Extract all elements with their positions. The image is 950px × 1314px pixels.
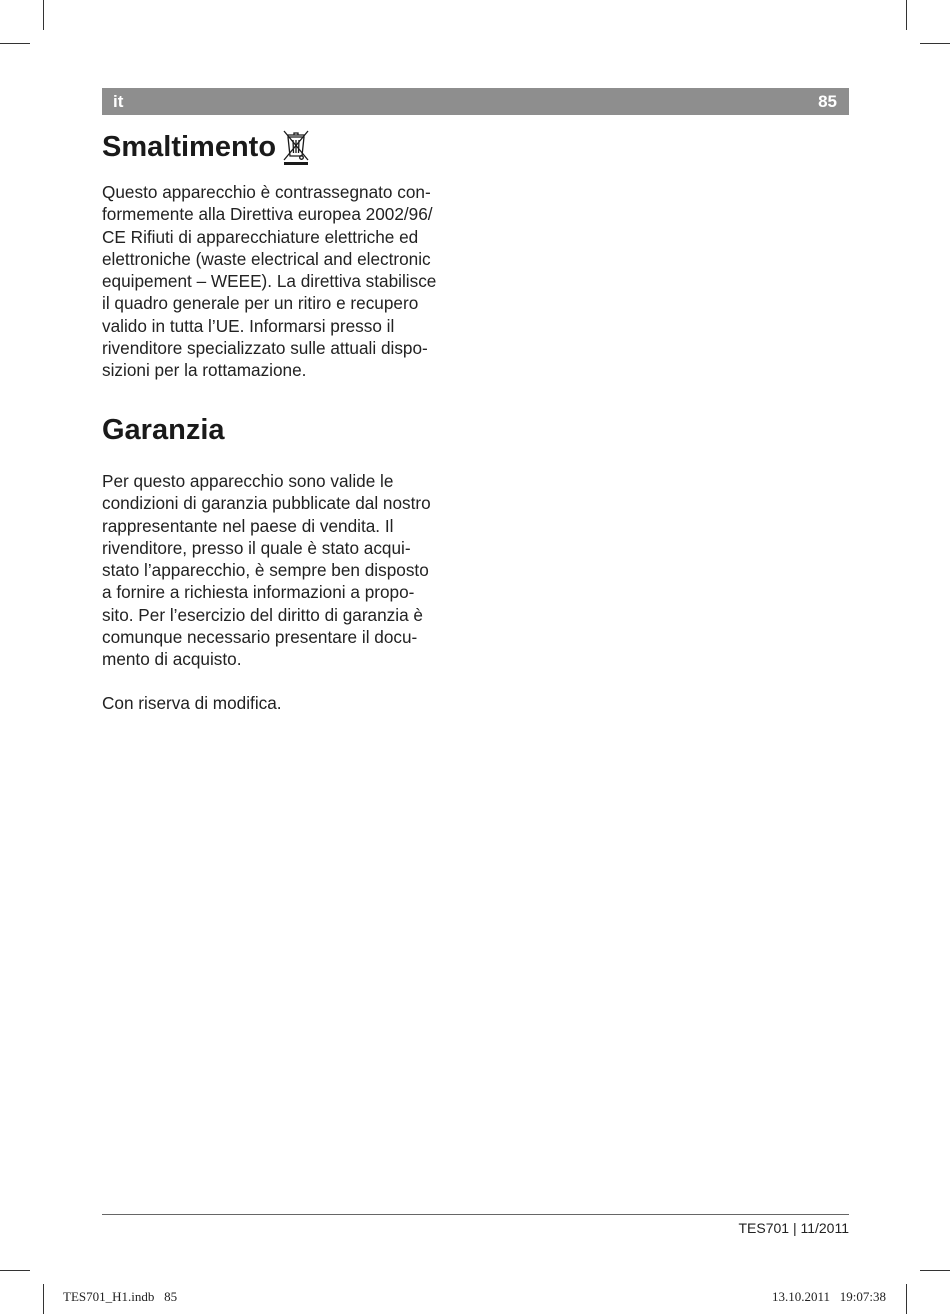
print-slug-timestamp: 13.10.2011 19:07:38 [772, 1289, 886, 1304]
text-line: rivenditore, presso il quale è stato acqui- [102, 537, 411, 558]
text-line: elettroniche (waste electrical and electronic [102, 248, 431, 269]
text-line: sito. Per l’esercizio del diritto di garanzia è [102, 604, 423, 625]
text-line: CE Rifiuti di apparecchiature elettriche ed [102, 226, 419, 247]
text-line: valido in tutta l’UE. Informarsi presso il [102, 315, 395, 336]
crossed-out-wheelie-bin-icon [281, 128, 311, 166]
text-line: stato l’apparecchio, è sempre ben disposto [102, 560, 429, 581]
text-line: condizioni di garanzia pubblicate dal nostro [102, 493, 431, 514]
text-line: Questo apparecchio è contrassegnato con- [102, 182, 431, 202]
crop-mark [0, 43, 30, 44]
crop-mark [43, 0, 44, 30]
crop-mark [906, 1284, 907, 1314]
text-line: mento di acquisto. [102, 649, 242, 670]
text-line: equipement – WEEE). La direttiva stabilisce [102, 271, 437, 292]
crop-mark [0, 1270, 30, 1271]
text-line: comunque necessario presentare il docu- [102, 627, 418, 648]
page-header [102, 88, 849, 115]
warranty-heading: Garanzia [102, 414, 225, 446]
crop-mark [906, 0, 907, 30]
page-number: 85 [818, 92, 837, 111]
crop-mark [920, 1270, 950, 1271]
disposal-paragraph [102, 181, 472, 382]
text-line: rivenditore specializzato sulle attuali dispo- [102, 338, 428, 359]
text-line: rappresentante nel paese di vendita. Il [102, 515, 394, 536]
text-line: formemente alla Direttiva europea 2002/96/ [102, 204, 433, 225]
warranty-paragraph [102, 470, 472, 671]
footer-divider [102, 1214, 849, 1215]
language-code: it [113, 92, 124, 111]
modification-note [102, 692, 472, 714]
crop-mark [43, 1284, 44, 1314]
text-line: il quadro generale per un ritiro e recupero [102, 293, 419, 314]
text-line: Per questo apparecchio sono valide le [102, 471, 394, 491]
disposal-heading: Smaltimento [102, 131, 277, 163]
model-and-date: TES701 | 11/2011 [738, 1220, 849, 1236]
text-line: sizioni per la rottamazione. [102, 360, 307, 381]
text-line: a fornire a richiesta informazioni a propo- [102, 582, 415, 603]
note-line: Con riserva di modifica. [102, 693, 282, 713]
print-slug-file: TES701_H1.indb 85 [63, 1289, 178, 1304]
crop-mark [920, 43, 950, 44]
